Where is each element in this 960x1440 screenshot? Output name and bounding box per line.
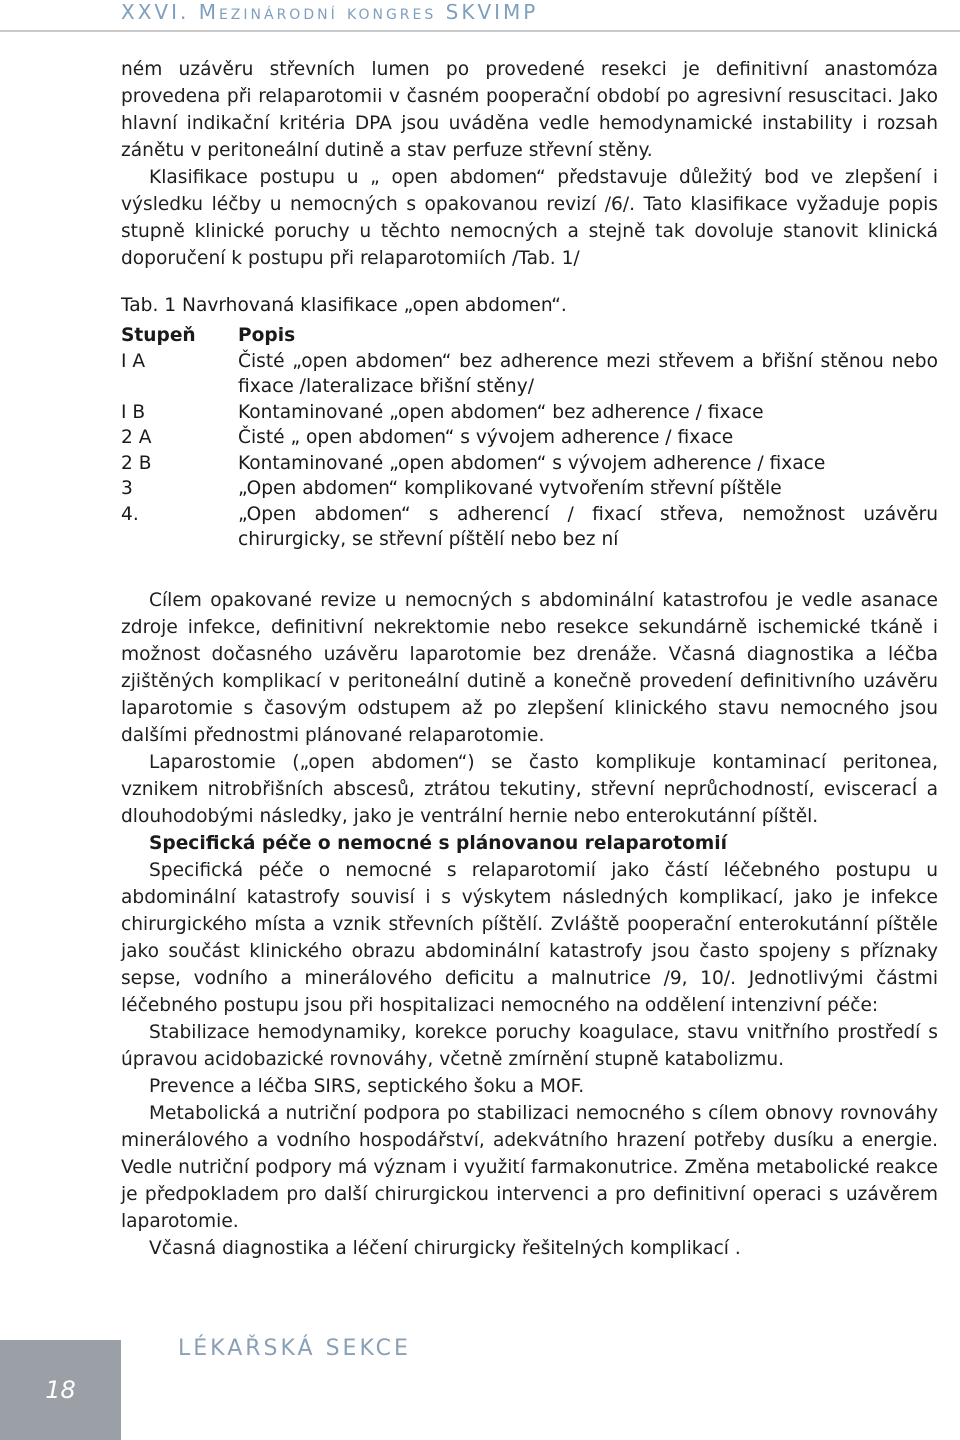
- table-row: [121, 502, 938, 553]
- header-rule: [0, 30, 960, 32]
- paragraph: Specifická péče o nemocné s relaparotomií jako částí léčebného postupu u abdominální katastrofy souvisí i s výskytem následných komplikací, jako je infekce chirurgického místa a vznik střevních píštělí. Zvláště pooperační enterokutánní píštěle jako součást klinického obrazu abdominální katastrofy jsou často spojeny s příznaky sepse, vodního a minerálového deficitu a malnutrice /9, 10/. Jednotlivými částmi léčebného postupu jsou při hospitalizaci nemocného na oddělení intenzivní péče:: [121, 859, 938, 1016]
- table-row: [121, 400, 938, 426]
- stage-cell: 2 A: [121, 427, 152, 448]
- running-header: XXVI. Mezinárodní kongres SKVIMP: [121, 0, 539, 24]
- table-row: [121, 425, 938, 451]
- paragraph: Laparostomie („open abdomen“) se často komplikuje kontaminací peritonea, vznikem nitrobřišních abscesů, ztrátou tekutiny, střevní neprůchodností, evisceracÍ a dlouhodobými následky, jako je ventrální hernie nebo enterokutánní píštěl.: [121, 751, 938, 827]
- paragraph: Klasifikace postupu u „ open abdomen“ představuje důležitý bod ve zlepšení i výsledku léčby u nemocných s opakovanou revizí /6/. Tato klasifikace vyžaduje popis stupně klinické poruchy u těchto nemocných a stejně tak dovoluje stanovit klinická doporučení k postupu při relaparotomiích /Tab. 1/: [121, 167, 938, 269]
- page-number: 18: [45, 1376, 76, 1404]
- paragraph: Včasná diagnostika a léčení chirurgicky řešitelných komplikací .: [149, 1237, 741, 1259]
- spacer: [121, 553, 938, 587]
- description-cell: „Open abdomen“ komplikované vytvořením střevní píštěle: [238, 478, 782, 499]
- paragraph: Cílem opakované revize u nemocných s abdominální katastrofou je vedle asanace zdroje infekce, definitivní nekrektomie nebo resekce sekundárně ischemické tkáně i možnost dočasného uzávěru laparotomie bez drenáže. Včasná diagnostika a léčba zjištěných komplikací v peritoneální dutině a konečně provedení definitivního uzávěru laparotomie s časovým odstupem až po zlepšení klinického stavu nemocného jsou dalšími přednostmi plánované relaparotomie.: [121, 589, 938, 746]
- stage-cell: I A: [121, 350, 146, 372]
- footer-section-label: LÉKAŘSKÁ SEKCE: [178, 1336, 411, 1361]
- description-cell: Čisté „ open abdomen“ s vývojem adherence / fixace: [238, 427, 734, 448]
- column-header-stage: Stupeň: [121, 325, 196, 346]
- stage-cell: I B: [121, 401, 146, 423]
- classification-table: [121, 323, 938, 553]
- column-header-description: Popis: [238, 325, 296, 346]
- table-caption: Tab. 1 Navrhovaná klasifikace „open abdomen“.: [121, 295, 567, 316]
- article-body: [121, 56, 938, 1262]
- header-bar: [0, 0, 960, 30]
- paragraph: Metabolická a nutriční podpora po stabilizaci nemocného s cílem obnovy rovnováhy minerálového a vodního hospodářství, adekvátního hrazení potřeby dusíku a energie. Vedle nutriční podpory má význam i využití farmakonutrice. Změna metabolické reakce je předpokladem pro další chirurgickou intervenci a pro definitivní operaci s uzávěrem laparotomie.: [121, 1102, 938, 1232]
- paragraph: Prevence a léčba SIRS, septického šoku a MOF.: [149, 1075, 585, 1097]
- section-heading: Specifická péče o nemocné s plánovanou relaparotomií: [149, 832, 727, 854]
- stage-cell: 3: [121, 478, 133, 499]
- description-cell: Kontaminované „open abdomen“ bez adherence / fixace: [238, 401, 764, 423]
- paragraph: Stabilizace hemodynamiky, korekce poruchy koagulace, stavu vnitřního prostředí s úpravou acidobazické rovnováhy, včetně zmírnění stupně katabolizmu.: [121, 1021, 938, 1070]
- description-cell: Kontaminované „open abdomen“ s vývojem adherence / fixace: [238, 452, 826, 474]
- table-row: [121, 476, 938, 502]
- description-cell: „Open abdomen“ s adherencí / fixací střeva, nemožnost uzávěru chirurgicky, se střevní píštělí nebo bez ní: [238, 503, 938, 550]
- table-row: [121, 349, 938, 400]
- table-row: [121, 451, 938, 477]
- paragraph: ném uzávěru střevních lumen po provedené resekci je definitivní anastomóza provedena při relaparotomii v časném pooperační období po agresivní resuscitaci. Jako hlavní indikační kritéria DPA jsou uváděna vedle hemodynamické instability i rozsah zánětu v peritoneální dutině a stav perfuze střevní stěny.: [121, 59, 938, 161]
- stage-cell: 2 B: [121, 452, 152, 474]
- table-header-row: [121, 323, 938, 349]
- stage-cell: 4.: [121, 503, 139, 525]
- description-cell: Čisté „open abdomen“ bez adherence mezi střevem a břišní stěnou nebo fixace /lateralizace břišní stěny/: [238, 350, 938, 397]
